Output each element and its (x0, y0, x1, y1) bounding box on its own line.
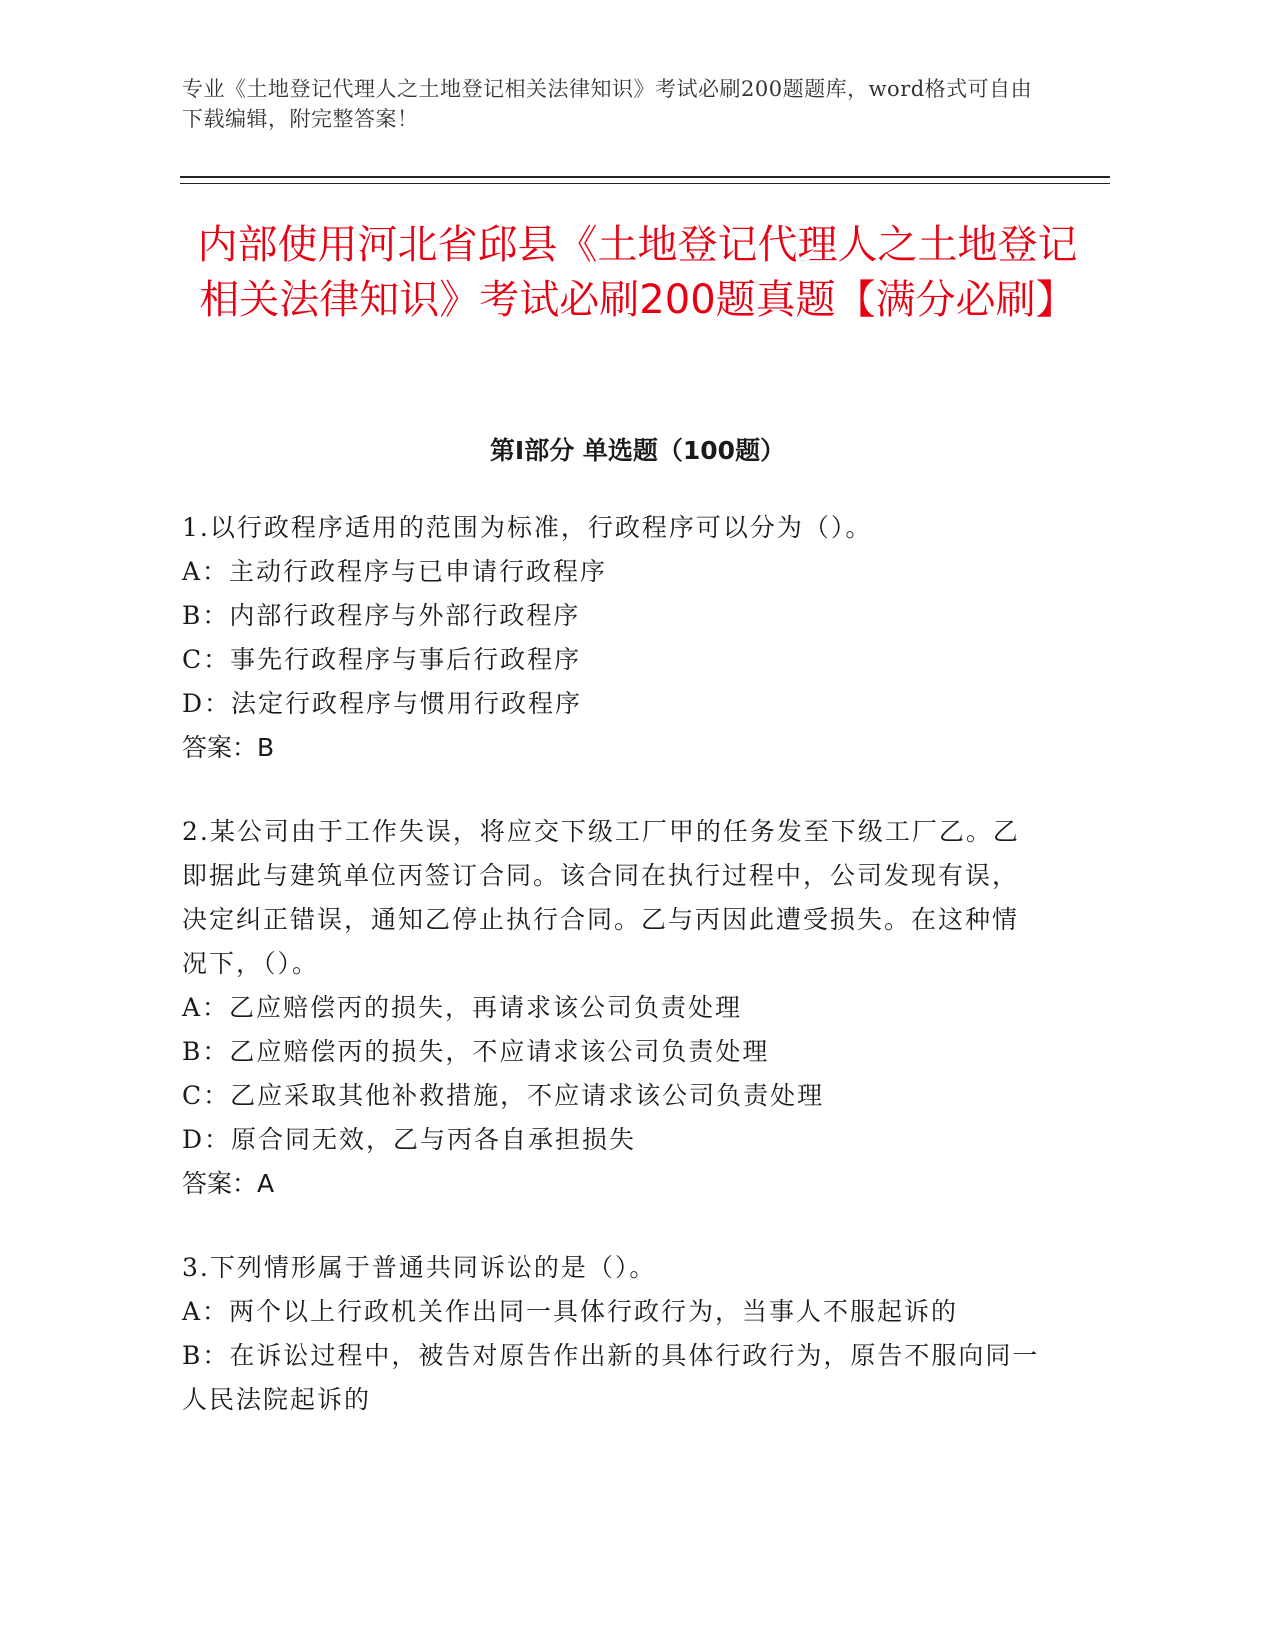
option-b: B：乙应赔偿丙的损失，不应请求该公司负责处理 (182, 1037, 770, 1066)
question-stem: 1.以行政程序适用的范围为标准，行政程序可以分为（）。 (182, 513, 873, 542)
option-a: A：两个以上行政机关作出同一具体行政行为，当事人不服起诉的 (182, 1297, 959, 1326)
answer-text: 答案：A (182, 1169, 275, 1198)
option-a: A：乙应赔偿丙的损失，再请求该公司负责处理 (182, 993, 743, 1022)
question-list (182, 506, 1042, 1462)
question-stem: 2.某公司由于工作失误，将应交下级工厂甲的任务发至下级工厂乙。乙即据此与建筑单位丙签订合同。该合同在执行过程中，公司发现有误，决定纠正错误，通知乙停止执行合同。乙与丙因此遭受损失。在这种情况下，（）。 (182, 817, 1020, 978)
answer-text: 答案：B (182, 733, 275, 762)
question-2 (182, 810, 1042, 1206)
option-d: D：原合同无效，乙与丙各自承担损失 (182, 1125, 637, 1154)
option-c: C：事先行政程序与事后行政程序 (182, 645, 582, 674)
option-a: A：主动行政程序与已申请行政程序 (182, 557, 608, 586)
header-note: 专业《土地登记代理人之土地登记相关法律知识》考试必刷200题题库，word格式可自由下载编辑，附完整答案！ (182, 77, 1033, 131)
header-rule-thin (180, 183, 1110, 184)
section-title: 第Ⅰ部分 单选题（100题） (489, 436, 786, 465)
question-3 (182, 1246, 1042, 1422)
option-b: B：内部行政程序与外部行政程序 (182, 601, 581, 630)
document-title: 内部使用河北省邱县《土地登记代理人之土地登记相关法律知识》考试必刷200题真题【满分必刷】 (197, 222, 1078, 323)
header-rule-thick (180, 176, 1110, 178)
question-stem: 3.下列情形属于普通共同诉讼的是（）。 (182, 1253, 657, 1282)
option-c: C：乙应采取其他补救措施，不应请求该公司负责处理 (182, 1081, 825, 1110)
option-d: D：法定行政程序与惯用行政程序 (182, 689, 583, 718)
option-b: B：在诉讼过程中，被告对原告作出新的具体行政行为，原告不服向同一人民法院起诉的 (182, 1341, 1040, 1414)
question-1 (182, 506, 1042, 770)
